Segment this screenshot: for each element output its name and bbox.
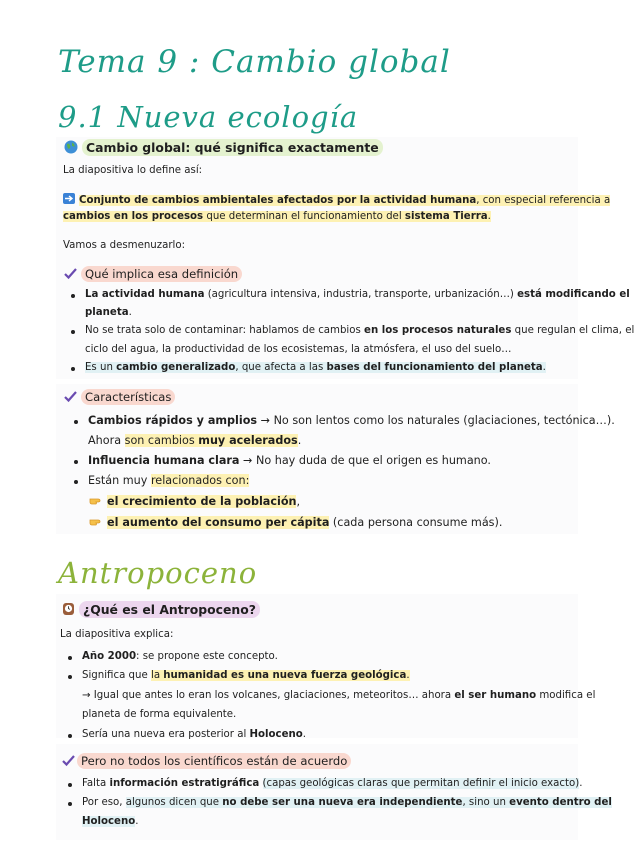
text: Es un [85,362,117,373]
implica-item-2-line-2: ciclo del agua, la productividad de los ecosistemas, la atmósfera, el uso del suelo… [85,344,512,355]
text: . [579,778,583,789]
question-title: Cambio global: qué significa exactamente [82,139,383,156]
subheading-caracteristicas [64,390,175,404]
bold-text: el aumento del consumo per cápita [107,516,330,529]
antropoceno-item-2-line-1 [82,670,410,681]
pointing-hand-icon [89,494,103,508]
bullet-dot [68,656,72,660]
text: → Igual que antes lo eran los volcanes, glaciaciones, meteoritos… ahora [82,690,455,701]
caract-item-1-line-1 [88,414,615,427]
bold-text: planeta [85,307,129,318]
caract-item-3 [88,474,249,487]
text: . [135,816,139,827]
globe-icon [64,140,78,155]
caract-subitem-2 [89,515,502,529]
text: , [296,495,301,508]
bold-text: está modificando el [517,289,630,300]
def-bold-2: cambios en los procesos [63,211,204,222]
subheading-desacuerdo [62,754,351,768]
text: (agricultura intensiva, industria, transporte, urbanización…) [204,289,518,300]
page-title: Tema 9 : Cambio global [58,44,451,80]
mantelpiece-clock-icon [62,602,75,617]
text: modifica el [536,690,596,701]
def-bold-1: Conjunto de cambios ambientales afectados por la actividad humana [79,195,477,206]
right-arrow-icon [63,193,75,206]
bold-text: el ser humano [454,690,537,701]
caract-item-2 [88,454,491,467]
bullet-dot [74,460,78,464]
text: Ahora [88,434,125,447]
question-title-antropoceno: ¿Qué es el Antropoceno? [79,601,260,618]
text: → No son lentos como los naturales (glaciaciones, tectónica…). [257,414,615,427]
text: , que afecta a las [235,362,327,373]
bullet-dot [71,294,75,298]
bullet-dot [74,480,78,484]
bold-text: bases del funcionamiento del planeta [326,362,543,373]
text: . [302,729,306,740]
antropoceno-item-2-line-2 [82,690,595,701]
implica-item-1-line-1 [85,289,630,300]
bold-text: Año 2000 [82,651,137,662]
text: , sino un [462,797,510,808]
desacuerdo-item-2-line-2 [82,816,138,827]
bullet-dot [68,734,72,738]
bold-text: Holoceno [249,729,303,740]
bold-text: humanidad es una nueva fuerza geológica [163,670,407,681]
antropoceno-item-2-line-3: planeta de forma equivalente. [82,709,237,720]
text: Falta [82,778,110,789]
intro-text-antropoceno: La diapositiva explica: [60,629,174,640]
definition-line-2 [63,211,491,222]
antropoceno-item-1 [82,651,278,662]
bold-text: Holoceno [82,816,136,827]
caract-item-1-line-2 [88,434,301,447]
text: (cada persona consume más). [329,516,503,529]
bullet-dot [68,675,72,679]
desacuerdo-item-1 [82,778,582,789]
bold-text: La actividad humana [85,289,205,300]
definition-line-1 [63,193,610,206]
text: la [150,670,164,681]
desacuerdo-item-2-line-1 [82,797,612,808]
subheading-implica-title: Qué implica esa definición [81,266,242,282]
section-heading-antropoceno: Antropoceno [58,556,258,590]
section-heading-nueva-ecologia: 9.1 Nueva ecología [58,100,359,134]
bold-text: cambio generalizado [116,362,236,373]
subheading-desacuerdo-title: Pero no todos los científicos están de acuerdo [77,753,351,769]
text: Por eso, [82,797,126,808]
bullet-dot [71,330,75,334]
antropoceno-item-3 [82,729,306,740]
text: Significa que [82,670,151,681]
bullet-dot [68,783,72,787]
bullet-dot [74,420,78,424]
def-text-2: que determinan el funcionamiento del [203,211,405,222]
bullet-dot [71,367,75,371]
bold-text: Cambios rápidos y amplios [88,414,258,427]
question-heading [64,140,383,155]
highlight-text: (capas geológicas claras que permitan definir el inicio exacto) [262,778,580,789]
text: Sería una nueva era posterior al [82,729,250,740]
text: . [297,434,302,447]
bold-text: el crecimiento de la población [107,495,297,508]
def-text-3: . [487,211,491,222]
bold-text: muy acelerados [198,434,298,447]
bold-text: información estratigráfica [109,778,260,789]
text: que regulan el clima, el [511,325,634,336]
text: Están muy [88,474,151,487]
text: . [542,362,546,373]
text: algunos dicen que [125,797,223,808]
highlight-text: relacionados con: [150,474,250,487]
subheading-caracteristicas-title: Características [81,389,175,405]
text: . [406,670,410,681]
question-heading-antropoceno [62,602,260,617]
implica-item-1-line-2 [85,307,132,318]
vamos-text: Vamos a desmenuzarlo: [63,240,186,251]
text: . [128,307,132,318]
checkmark-icon [62,754,75,768]
text: No se trata solo de contaminar: hablamos de cambios [85,325,365,336]
def-text-1: , con especial referencia a [476,195,611,206]
text: → No hay duda de que el origen es humano. [239,454,491,467]
implica-item-2-line-1 [85,325,634,336]
subheading-implica [64,267,242,281]
checkmark-icon [64,390,77,404]
def-bold-3: sistema Tierra [404,211,488,222]
text: son cambios [124,434,199,447]
caract-subitem-1 [89,494,300,508]
pointing-hand-icon [89,515,103,529]
bold-text: no debe ser una nueva era independiente [222,797,463,808]
bold-text: evento dentro del [509,797,612,808]
intro-text: La diapositiva lo define así: [63,165,203,176]
checkmark-icon [64,267,77,281]
bold-text: Influencia humana clara [88,454,240,467]
implica-item-3 [85,362,546,373]
bullet-dot [68,802,72,806]
bold-text: en los procesos naturales [364,325,512,336]
text: : se propone este concepto. [136,651,278,662]
